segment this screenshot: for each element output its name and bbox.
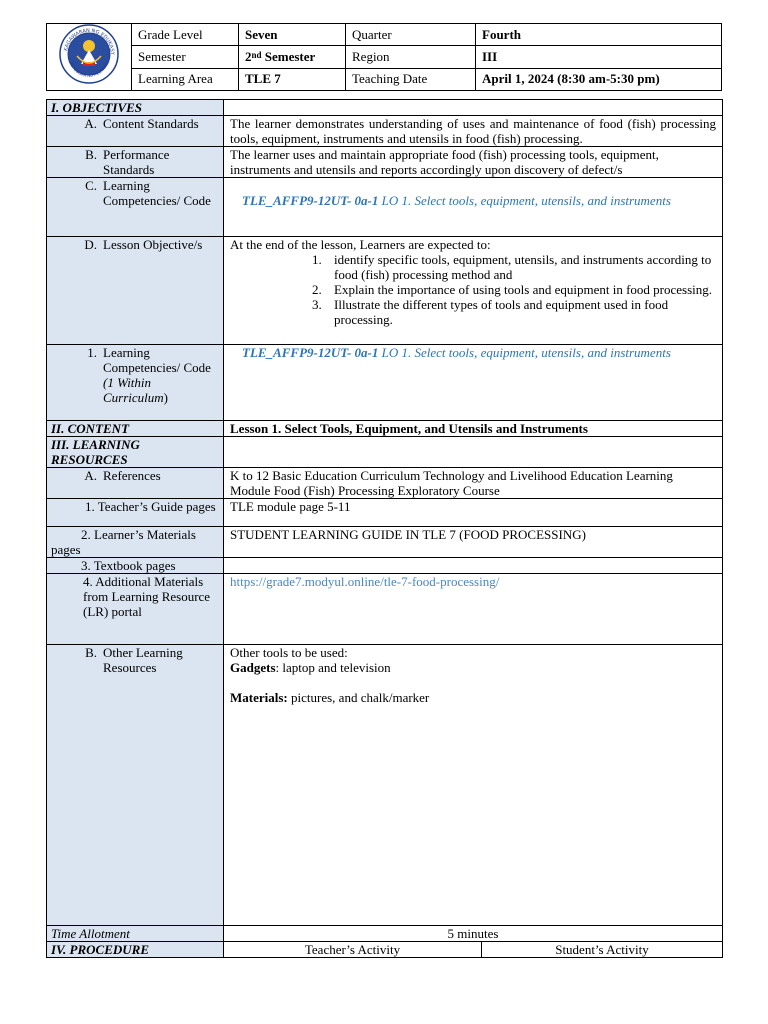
learning-competencies-within-text: TLE_AFFP9-12UT- 0a-1 LO 1. Select tools, equipment, utensils, and instruments [224,345,723,421]
region-value: III [476,46,722,68]
performance-standards-text: The learner uses and maintain appropriate food (fish) processing tools, equipment, instruments and utensils and reports accordingly upon discovery of defect/s [224,147,723,178]
textbook-pages-label: 3. Textbook pages [47,558,224,574]
svg-text:REPUBLIKA NG PILIPINAS: REPUBLIKA NG PILIPINAS [68,61,109,79]
deped-logo-cell [47,24,132,91]
content-text: Lesson 1. Select Tools, Equipment, and Utensils and Instruments [224,421,723,437]
deped-seal-logo [59,24,119,84]
svg-text:KAGAWARAN NG EDUKASYON: KAGAWARAN NG EDUKASY [63,27,116,55]
content-heading: II. CONTENT [47,421,224,437]
learning-competencies-text: TLE_AFFP9-12UT- 0a-1 LO 1. Select tools, equipment, utensils, and instruments [224,178,723,237]
time-allotment-label: Time Allotment [47,926,224,942]
list-item: 1. identify specific tools, equipment, utensils, and instruments according to food (fish) processing method and [312,252,712,282]
learning-competencies-within-label: 1. Learning Competencies/ Code (1 Within Curriculum) [47,345,224,421]
additional-materials-link[interactable]: https://grade7.modyul.online/tle-7-food-processing/ [224,574,723,645]
region-label: Region [346,46,476,68]
student-activity-header: Student’s Activity [482,942,723,958]
time-allotment-value: 5 minutes [224,926,723,942]
gadgets-line: Gadgets: laptop and television [230,660,391,675]
semester-value: 2nd Semester [239,46,346,68]
materials-line: Materials: pictures, and chalk/marker [230,690,430,705]
learners-materials-text: STUDENT LEARNING GUIDE IN TLE 7 (FOOD PROCESSING) [224,527,723,558]
semester-label: Semester [132,46,239,68]
objectives-heading: I. OBJECTIVES [47,100,224,116]
other-resources-text [224,645,723,926]
list-item: 2. Explain the importance of using tools and equipment in food processing. [312,282,713,297]
content-standards-label: A. Content Standards [47,116,224,147]
teaching-date-label: Teaching Date [346,68,476,90]
teaching-date-value: April 1, 2024 (8:30 am-5:30 pm) [476,68,722,90]
references-label: A. References [47,468,224,499]
learning-area-label: Learning Area [132,68,239,90]
teachers-guide-text: TLE module page 5-11 [224,499,723,527]
learning-resources-heading-blank [224,437,723,468]
references-text: K to 12 Basic Education Curriculum Technology and Livelihood Education Learning Module Food (Fish) Processing Exploratory Course [224,468,723,499]
lesson-plan-table [46,99,723,958]
learning-area-value: TLE 7 [239,68,346,90]
lesson-objectives-list [230,252,716,327]
procedure-heading: IV. PROCEDURE [47,942,224,958]
learning-competencies-label: C. Learning Competencies/ Code [47,178,224,237]
quarter-label: Quarter [346,24,476,46]
content-standards-text: The learner demonstrates understanding of uses and maintenance of food (fish) processing tools, equipment, instruments and utensils in food (fish) processing. [224,116,723,147]
lesson-objectives-intro: At the end of the lesson, Learners are expected to: [230,237,491,252]
grade-level-value: Seven [239,24,346,46]
textbook-pages-text [224,558,723,574]
learners-materials-label: 2. Learner’s Materials pages [47,527,224,558]
teachers-guide-label: 1. Teacher’s Guide pages [47,499,224,527]
lesson-objectives-label: D. Lesson Objective/s [47,237,224,345]
header-table [46,23,722,91]
other-resources-label: B. Other Learning Resources [47,645,224,926]
teacher-activity-header: Teacher’s Activity [224,942,482,958]
objectives-heading-blank [224,100,723,116]
quarter-value: Fourth [476,24,722,46]
performance-standards-label: B. Performance Standards [47,147,224,178]
list-item: 3. Illustrate the different types of tools and equipment used in food processing. [312,297,669,327]
learning-resources-heading: III. LEARNING RESOURCES [47,437,224,468]
lesson-objectives-text [224,237,723,345]
grade-level-label: Grade Level [132,24,239,46]
other-resources-intro: Other tools to be used: [230,645,348,660]
additional-materials-label: 4. Additional Materials from Learning Resource (LR) portal [47,574,224,645]
